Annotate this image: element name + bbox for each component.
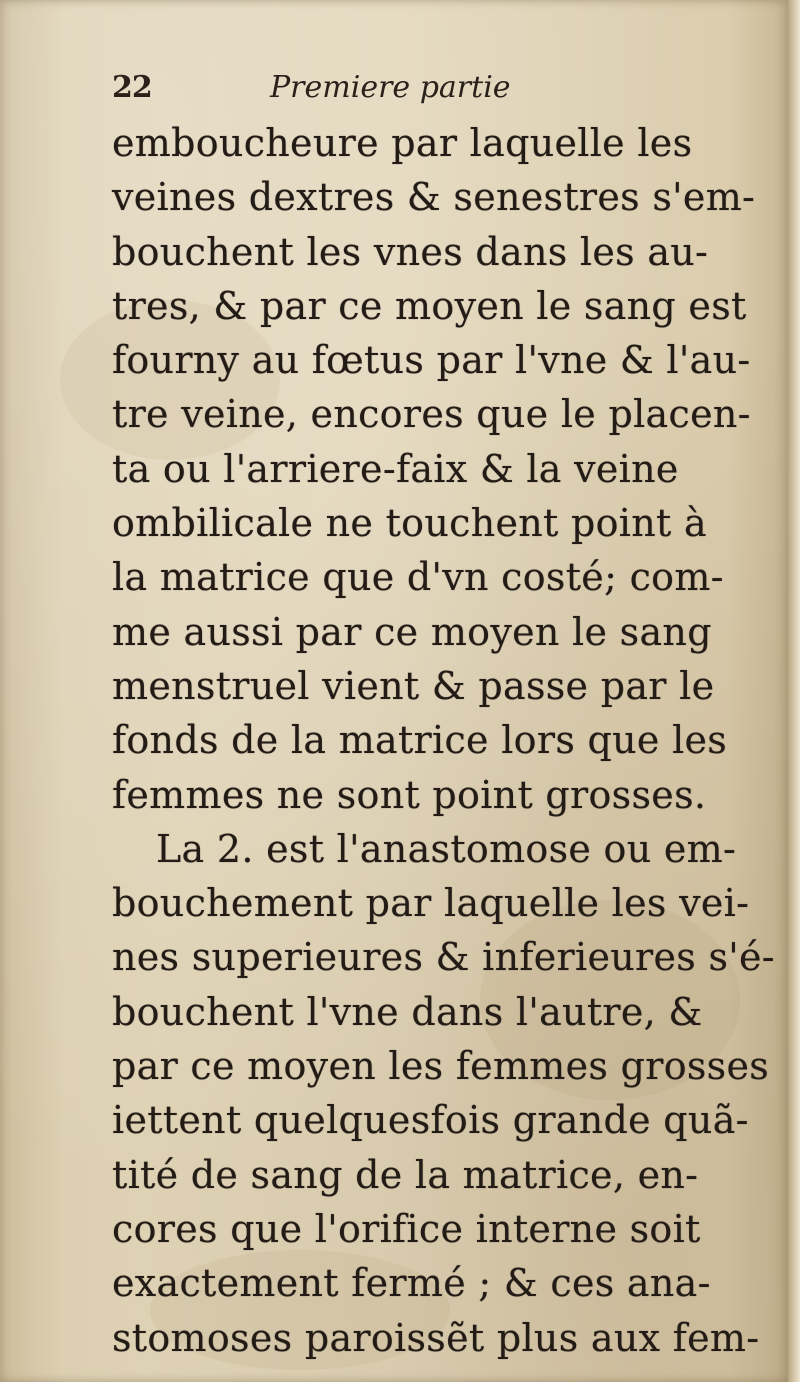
text-line: tité de sang de la matrice, en-	[112, 1152, 699, 1197]
text-line: par ce moyen les femmes grosses	[112, 1044, 770, 1089]
text-line: stomoses paroissẽt plus aux fem-	[112, 1315, 760, 1360]
text-line: femmes ne sont point grosses.	[112, 772, 707, 817]
text-line: tres, & par ce moyen le sang est	[112, 283, 747, 328]
text-line: tre veine, encores que le placen-	[112, 392, 751, 437]
text-line: iettent quelquesfois grande quã-	[112, 1098, 749, 1143]
text-line: nes superieures & inferieures s'é-	[112, 935, 775, 980]
page-header	[112, 70, 542, 114]
text-line: exactement fermé ; & ces ana-	[112, 1261, 711, 1306]
text-line: cores que l'orifice interne soit	[112, 1206, 701, 1251]
text-line: menstruel vient & passe par le	[112, 663, 715, 708]
text-line: ombilicale ne touchent point à	[112, 501, 707, 546]
text-line: bouchement par laquelle les vei-	[112, 881, 750, 926]
running-title: Premiere partie	[270, 70, 511, 105]
text-line: me aussi par ce moyen le sang	[112, 609, 712, 654]
text-line: bouchent les vnes dans les au-	[112, 229, 709, 274]
page-edge	[788, 0, 800, 1382]
body-text	[112, 116, 775, 1365]
text-line: ta ou l'arriere-faix & la veine	[112, 446, 679, 491]
page-number: 22	[112, 70, 152, 105]
paragraph-start-line: La 2. est l'anastomose ou em-	[156, 826, 737, 871]
text-line: fonds de la matrice lors que les	[112, 718, 728, 763]
text-line: emboucheure par laquelle les	[112, 121, 693, 165]
text-line: la matrice que d'vn costé; com-	[112, 555, 724, 600]
text-line: bouchent l'vne dans l'autre, &	[112, 989, 703, 1034]
text-line: veines dextres & senestres s'em-	[112, 175, 756, 220]
text-line: fourny au fœtus par l'vne & l'au-	[112, 338, 751, 383]
